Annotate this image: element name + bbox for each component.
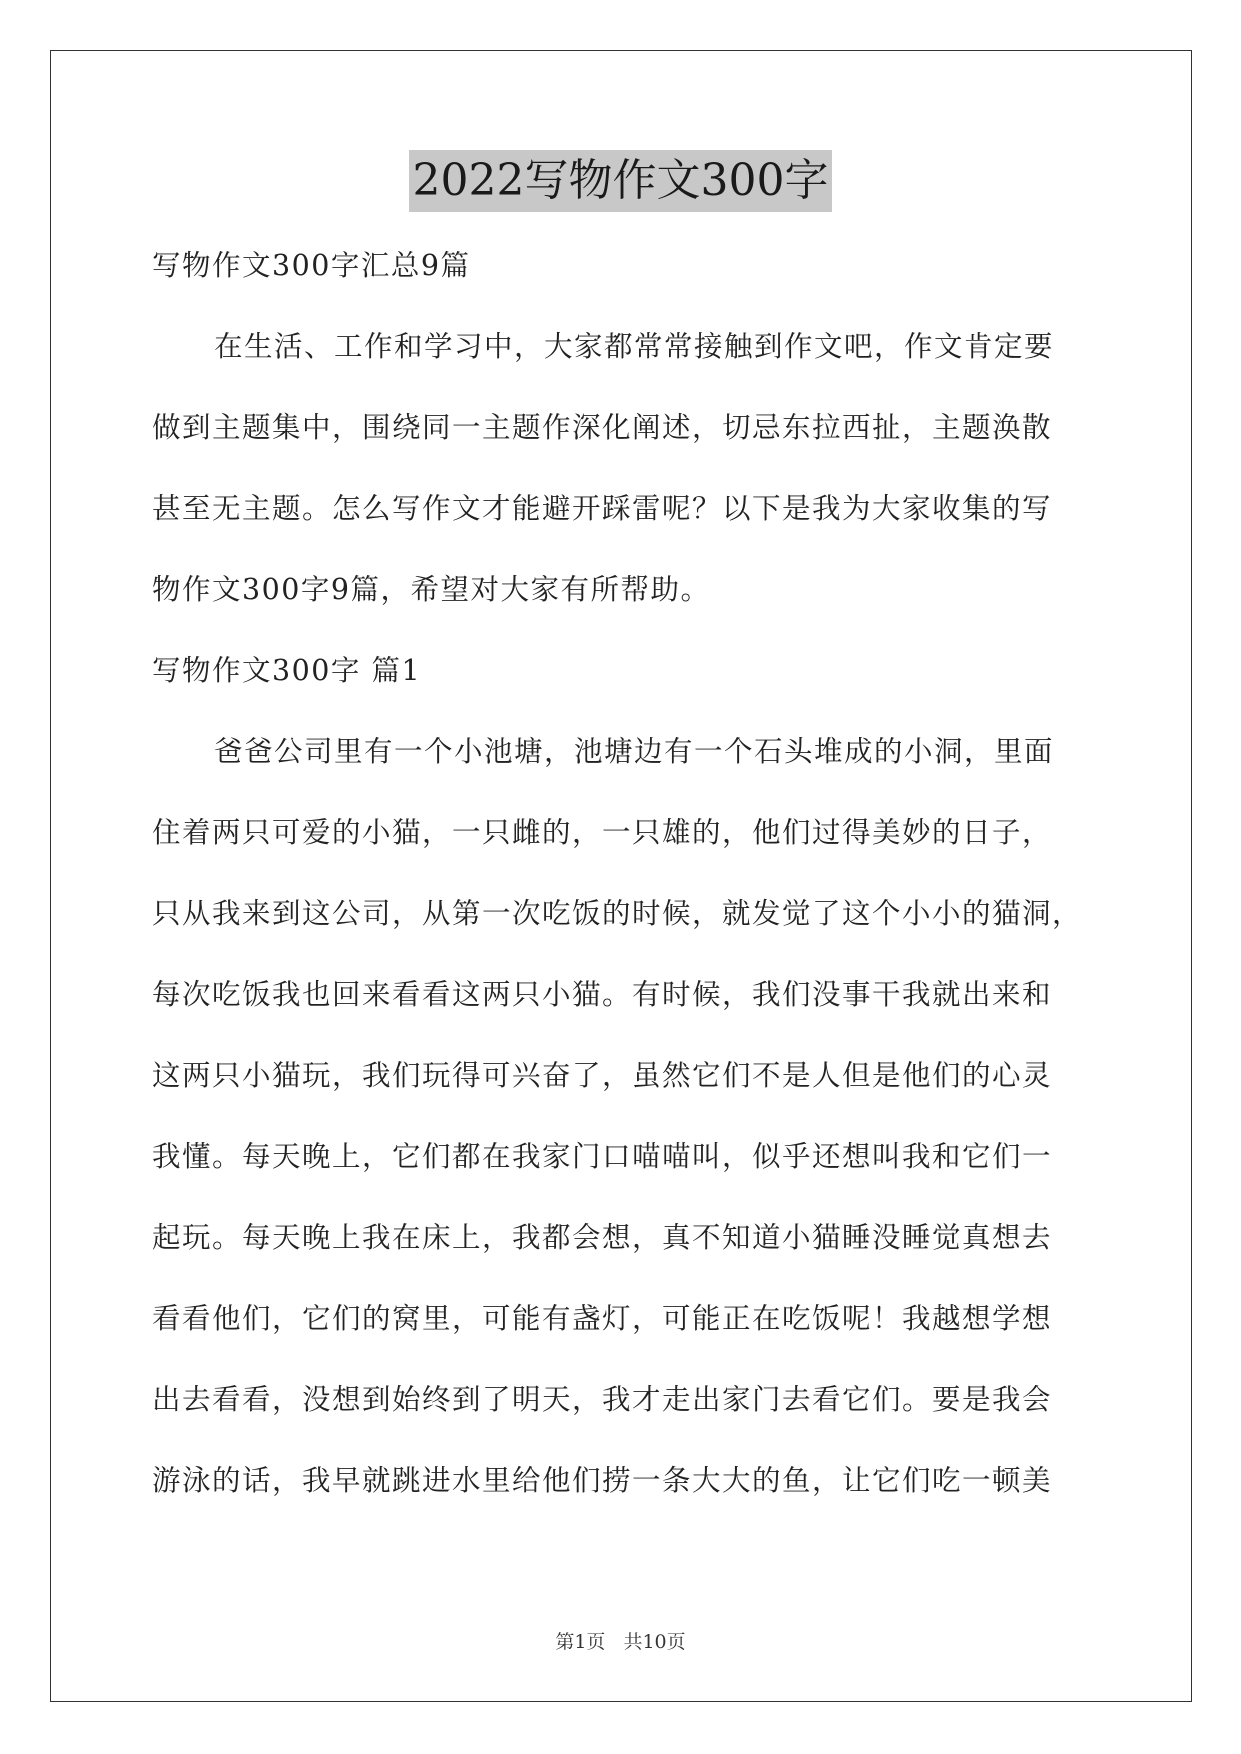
text-line: 看看他们，它们的窝里，可能有盏灯，可能正在吃饭呢！我越想学想	[152, 1302, 1053, 1335]
title-container	[0, 150, 1241, 212]
text-line: 只从我来到这公司，从第一次吃饭的时候，就发觉了这个小小的猫洞，	[152, 897, 1083, 930]
text-line: 写物作文300字 篇1	[152, 654, 422, 687]
page-number: 第1页	[555, 1631, 606, 1653]
text-line: 游泳的话，我早就跳进水里给他们捞一条大大的鱼，让它们吃一顿美	[152, 1464, 1053, 1497]
text-line: 写物作文300字汇总9篇	[152, 249, 471, 282]
text-line: 住着两只可爱的小猫，一只雌的，一只雄的，他们过得美妙的日子，	[152, 816, 1053, 849]
text-line: 甚至无主题。怎么写作文才能避开踩雷呢？以下是我为大家收集的写	[152, 492, 1053, 525]
page-total: 共10页	[623, 1631, 686, 1653]
text-line: 我懂。每天晚上，它们都在我家门口喵喵叫，似乎还想叫我和它们一	[152, 1140, 1053, 1173]
text-line: 每次吃饭我也回来看看这两只小猫。有时候，我们没事干我就出来和	[152, 978, 1053, 1011]
document-body	[152, 225, 1102, 1521]
text-line: 出去看看，没想到始终到了明天，我才走出家门去看它们。要是我会	[152, 1383, 1053, 1416]
text-line: 在生活、工作和学习中，大家都常常接触到作文吧，作文肯定要	[214, 330, 1055, 363]
text-line: 爸爸公司里有一个小池塘，池塘边有一个石头堆成的小洞，里面	[214, 735, 1055, 768]
document-title: 2022写物作文300字	[409, 150, 833, 212]
text-line: 这两只小猫玩，我们玩得可兴奋了，虽然它们不是人但是他们的心灵	[152, 1059, 1053, 1092]
page-footer	[0, 1627, 1241, 1654]
text-line: 物作文300字9篇，希望对大家有所帮助。	[152, 573, 711, 606]
text-line: 起玩。每天晚上我在床上，我都会想，真不知道小猫睡没睡觉真想去	[152, 1221, 1053, 1254]
text-line: 做到主题集中，围绕同一主题作深化阐述，切忌东拉西扯，主题涣散	[152, 411, 1053, 444]
